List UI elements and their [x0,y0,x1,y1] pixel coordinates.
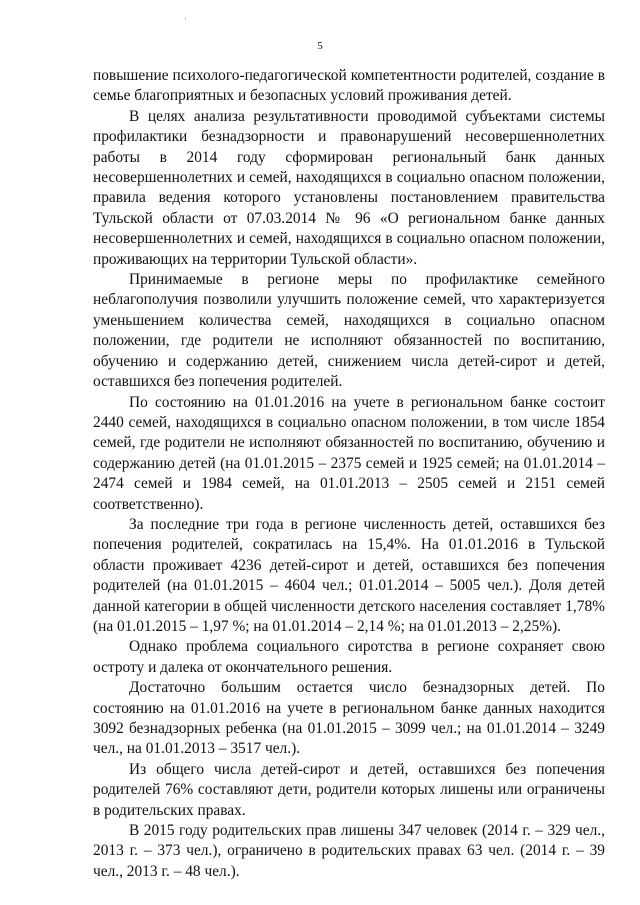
paragraph-deprived-rights-share: Из общего числа детей-сирот и детей, оставшихся без попечения родителей 76% составляют дети, родители которых лишены или ограничены в родительских правах. [93,760,605,819]
paragraph-regional-bank: В целях анализа результативности проводимой субъектами системы профилактики безнадзорности и правонарушений несовершеннолетних работы в 2014 году сформирован региональный банк данных несовершеннолетних и семей, находящихся в социально опасном положении, правила ведения которого установлены постановлением правительства Тульской области от 07.03.2014 № 96 «О региональном банке данных несовершеннолетних и семей, находящихся в социально опасном положении, проживающих на территории Тульской области». [93,107,605,268]
paragraph-deprived-rights-2015: В 2015 году родительских прав лишены 347 человек (2014 г. – 329 чел., 2013 г. – 373 чел.), ограничено в родительских правах 63 чел. (2014 г. – 39 чел., 2013 г. – 48 чел.). [93,822,605,880]
paragraph-orphanhood-problem: Однако проблема социального сиротства в регионе сохраняет свою остроту и далека от окончательного решения. [93,638,605,676]
paragraph-families-count: По состоянию на 01.01.2016 на учете в региональном банке состоит 2440 семей, находящихся в социально опасном положении, в том числе 1854 семей, где родители не исполняют обязанностей по воспитанию, обучению и содержанию детей (на 01.01.2015 – 2375 семей и 1925 семей; на 01.01.2014 – 2474 семей и 1984 семей, на 01.01.2013 – 2505 семей и 2151 семей соответственно). [93,393,605,513]
paragraph-orphans-count: За последние три года в регионе численность детей, оставшихся без попечения родителей, сократилась на 15,4%. На 01.01.2016 в Тульской области проживает 4236 детей-сирот и детей, оставшихся без попечения родителей (на 01.01.2015 – 4604 чел.; 01.01.2014 – 5005 чел.). Доля детей данной категории в общей численности детского населения составляет 1,78% (на 01.01.2015 – 1,97 %; на 01.01.2014 – 2,14 %; на 01.01.2013 – 2,25%). [93,515,605,635]
paragraph-neglected-children: Достаточно большим остается число безнадзорных детей. По состоянию на 01.01.2016 на учете в региональном банке данных находится 3092 безнадзорных ребенка (на 01.01.2015 – 3099 чел.; на 01.01.2014 – 3249 чел., на 01.01.2013 – 3517 чел.). [93,679,605,758]
paragraph-measures: Принимаемые в регионе меры по профилактике семейного неблагополучия позволили улучшить положение семей, что характеризуется уменьшением количества семей, находящихся в социально опасном положении, где родители не исполняют обязанностей по воспитанию, обучению и содержанию детей, снижением числа детей-сирот и детей, оставшихся без попечения родителей. [93,271,605,391]
page-body [93,66,605,882]
paragraph-continuation: повышение психолого-педагогической компетентности родителей, создание в семье благоприятных и безопасных условий проживания детей. [93,67,605,105]
scan-mark [185,17,186,20]
page-number: 5 [317,40,323,52]
